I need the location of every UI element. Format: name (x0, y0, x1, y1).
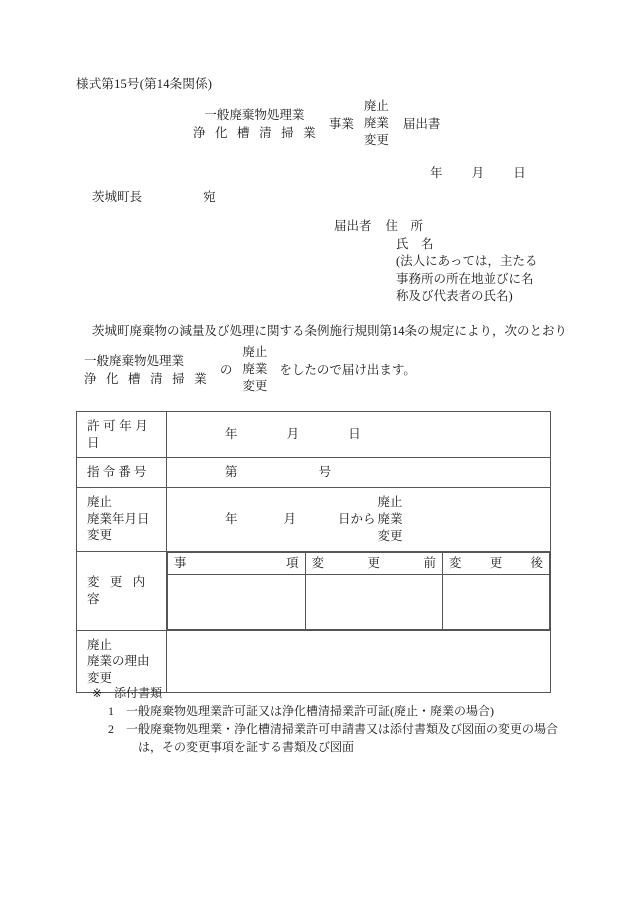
permit-date-month: 月 (286, 427, 300, 442)
label-reason-line-1: 廃止 (87, 637, 113, 652)
act-date-year: 年 (225, 511, 238, 526)
change-col-after-header (443, 552, 550, 574)
change-col-item-left: 事 (174, 555, 187, 570)
label-act-date-line-2: 廃業年月日 (87, 511, 150, 526)
change-cell-before[interactable] (305, 574, 443, 629)
date-line (430, 163, 526, 181)
body-business-group (84, 352, 210, 388)
body-act-group (242, 344, 267, 395)
order-number-dai: 第 (225, 465, 238, 479)
body-business-line-1: 一般廃棄物処理業 (84, 353, 185, 368)
note-item-1-text: 一般廃棄物処理業許可証又は浄化槽清掃業許可証(廃止・廃業の場合) (126, 704, 494, 718)
note-item-2-number: 2 (108, 722, 114, 736)
table-row-act-date (77, 487, 551, 551)
title-jigyo-label: 事業 (328, 116, 354, 131)
body-act-haigyo: 廃業 (242, 362, 268, 376)
table-row-change-content (77, 551, 551, 630)
submitter-address-label: 住 所 (385, 219, 424, 233)
act-date-from: 日から (338, 511, 376, 526)
change-content-table (167, 552, 550, 630)
title-business-group (190, 106, 319, 142)
label-order-number: 指 令 番 号 (77, 458, 167, 488)
order-number-go: 号 (318, 465, 332, 479)
notes-heading-line (92, 684, 558, 702)
change-col-item-header (168, 552, 306, 574)
title-business-line-2: 浄 化 槽 清 掃 業 (193, 125, 319, 140)
change-col-before-left: 変 (311, 555, 325, 570)
submitter-name-label: 氏 名 (396, 236, 434, 251)
label-reason-line-3: 変更 (87, 670, 113, 685)
note-mark-icon: ※ (92, 686, 103, 700)
addressee-line (92, 187, 216, 205)
body-act-henko: 変更 (242, 379, 268, 393)
change-col-before-header (305, 552, 443, 574)
label-reason-line-2: 廃業の理由 (87, 654, 150, 668)
form-table (76, 411, 551, 693)
document-title (190, 98, 440, 149)
label-permit-date: 許可年月日 (77, 412, 167, 458)
title-act-henko: 変更 (363, 133, 389, 147)
permit-date-day: 日 (348, 427, 361, 442)
title-business-line-1: 一般廃棄物処理業 (204, 107, 305, 122)
act-date-month: 月 (283, 511, 297, 526)
label-act-date (77, 487, 167, 551)
table-row-permit-date (77, 412, 551, 458)
date-year-label: 年 (430, 166, 443, 180)
change-col-before-mid: 更 (367, 555, 381, 570)
title-act-group (364, 98, 389, 149)
change-cell-after[interactable] (443, 574, 550, 629)
change-col-item-right: 項 (286, 555, 299, 570)
title-act-haigyo: 廃業 (363, 116, 389, 130)
label-change-content: 変 更 内 容 (77, 551, 167, 630)
submitter-note-line-3: 称及び代表者の氏名) (396, 289, 513, 303)
note-item-1 (108, 702, 558, 720)
submitter-label: 届出者 (334, 219, 372, 233)
change-cell-item[interactable] (168, 574, 306, 629)
title-document-kind: 届出書 (402, 116, 441, 131)
note-item-2-continuation: は，その変更事項を証する書類及び図面 (138, 740, 355, 754)
date-day-label: 日 (513, 166, 526, 180)
body-particle-no: の (219, 362, 233, 377)
submitter-note-line-2: 事務所の所在地並びに名 (396, 271, 534, 286)
body-business-line-2: 浄 化 槽 清 掃 業 (84, 371, 210, 386)
change-content-entry-row (168, 574, 550, 629)
note-item-1-number: 1 (108, 704, 114, 718)
change-col-after-left: 変 (449, 555, 462, 570)
label-act-date-line-1: 廃止 (87, 495, 113, 510)
title-act-haishi: 廃止 (363, 99, 389, 113)
change-col-after-mid: 更 (489, 555, 503, 570)
change-col-after-right: 後 (530, 555, 543, 570)
act-date-haigyo: 廃業 (377, 511, 403, 526)
table-row-order-number (77, 458, 551, 488)
act-date-haishi: 廃止 (377, 494, 403, 509)
addressee-mayor: 茨城町長 (92, 190, 143, 204)
change-col-before-right: 前 (423, 555, 437, 570)
change-content-area (167, 551, 551, 630)
act-date-henko: 変更 (377, 528, 403, 543)
change-content-header-row (168, 552, 550, 574)
submitter-address-line (334, 218, 538, 236)
value-act-date[interactable] (167, 487, 551, 551)
form-number: 様式第15号(第14条関係) (76, 77, 213, 91)
body-clause (84, 344, 416, 395)
notes-heading: 添付書類 (114, 686, 163, 700)
body-tail-text: をしたので届け出ます。 (279, 362, 416, 377)
addressee-to: 宛 (203, 190, 216, 204)
act-date-act-group (378, 494, 403, 545)
label-act-date-line-3: 変更 (87, 528, 113, 543)
permit-date-year: 年 (225, 427, 238, 442)
note-item-2 (108, 720, 558, 738)
value-permit-date[interactable] (167, 412, 551, 458)
body-act-haishi: 廃止 (242, 345, 268, 359)
attachment-notes (92, 684, 558, 756)
note-item-2-text: 一般廃棄物処理業・浄化槽清掃業許可申請書又は添付書類及び図面の変更の場合 (126, 722, 559, 736)
submitter-note-line-1: (法人にあっては，主たる (396, 254, 538, 268)
body-lead-text: 茨城町廃棄物の減量及び処理に関する条例施行規則第14条の規定により，次のとおり (92, 324, 568, 338)
submitter-block (334, 218, 538, 306)
value-order-number[interactable] (167, 458, 551, 488)
date-month-label: 月 (471, 166, 485, 180)
